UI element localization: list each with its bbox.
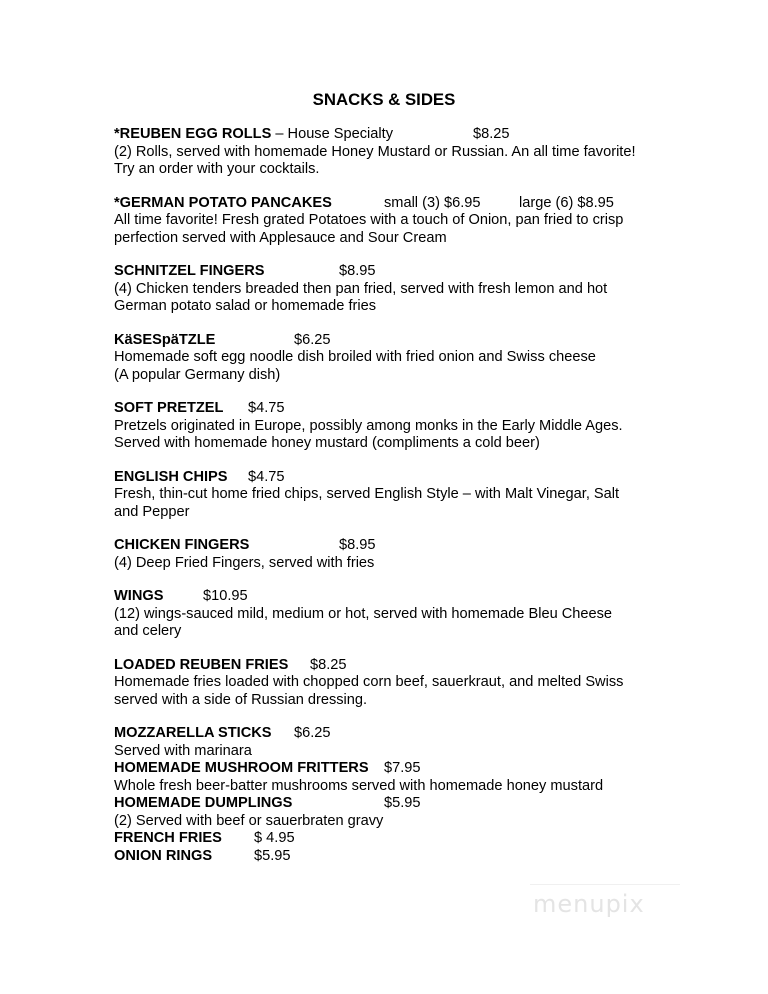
menu-item-schnitzel-fingers bbox=[114, 263, 714, 316]
item-name: *REUBEN EGG ROLLS bbox=[114, 126, 272, 142]
item-description: Served with homemade honey mustard (compliments a cold beer) bbox=[114, 435, 540, 451]
menu-item-chicken-fingers bbox=[114, 537, 714, 572]
item-note: – House Specialty bbox=[271, 126, 393, 142]
item-header bbox=[114, 848, 714, 866]
item-price: $6.25 bbox=[294, 331, 331, 348]
item-price: $8.25 bbox=[473, 126, 510, 142]
item-name: SOFT PRETZEL bbox=[114, 400, 224, 416]
item-description: and celery bbox=[114, 623, 182, 639]
item-name: LOADED REUBEN FRIES bbox=[114, 656, 289, 673]
menu-item-reuben-egg-rolls bbox=[114, 126, 714, 179]
item-price: $7.95 bbox=[384, 760, 421, 776]
menu-item-homemade-dumplings bbox=[114, 795, 714, 830]
item-price: $6.25 bbox=[294, 725, 331, 741]
item-description: (4) Chicken tenders breaded then pan fried, served with fresh lemon and hot bbox=[114, 280, 608, 297]
item-price: $4.75 bbox=[248, 468, 285, 485]
menu-item-wings bbox=[114, 588, 714, 641]
item-name: ONION RINGS bbox=[114, 847, 213, 864]
item-header bbox=[114, 537, 714, 555]
item-header bbox=[114, 126, 714, 144]
item-description: Served with marinara bbox=[114, 742, 252, 759]
item-name: KäSESpäTZLE bbox=[114, 331, 216, 348]
page-title: SNACKS & SIDES bbox=[312, 90, 456, 109]
watermark-logo: menupix bbox=[533, 890, 645, 918]
item-price: $5.95 bbox=[384, 795, 421, 811]
item-price: $4.75 bbox=[248, 400, 285, 416]
item-price: $5.95 bbox=[254, 847, 291, 864]
item-description: (2) Rolls, served with homemade Honey Mustard or Russian. An all time favorite! bbox=[114, 143, 636, 160]
menu-item-kasespatzle bbox=[114, 332, 714, 385]
item-header bbox=[114, 588, 714, 606]
item-price: $8.95 bbox=[339, 263, 376, 279]
item-header bbox=[114, 469, 714, 487]
item-price: $10.95 bbox=[203, 588, 248, 604]
menu-item-mushroom-fritters bbox=[114, 760, 714, 795]
item-description: and Pepper bbox=[114, 503, 190, 520]
menu-item-mozzarella-sticks bbox=[114, 725, 714, 760]
item-name: MOZZARELLA STICKS bbox=[114, 725, 272, 741]
item-description: German potato salad or homemade fries bbox=[114, 298, 377, 314]
item-header bbox=[114, 725, 714, 743]
item-description: All time favorite! Fresh grated Potatoes with a touch of Onion, pan fried to crisp bbox=[114, 212, 624, 228]
item-header bbox=[114, 195, 714, 213]
item-name: FRENCH FRIES bbox=[114, 830, 222, 846]
item-header bbox=[114, 657, 714, 675]
menu-item-french-fries bbox=[114, 830, 714, 848]
item-header bbox=[114, 400, 714, 418]
item-header bbox=[114, 760, 714, 778]
item-description: Whole fresh beer-batter mushrooms served with homemade honey mustard bbox=[114, 777, 604, 794]
item-description: Homemade soft egg noodle dish broiled with fried onion and Swiss cheese bbox=[114, 349, 596, 365]
item-description: served with a side of Russian dressing. bbox=[114, 691, 368, 708]
item-price-large: large (6) $8.95 bbox=[519, 194, 614, 211]
menu-item-onion-rings bbox=[114, 848, 714, 866]
item-name: CHICKEN FINGERS bbox=[114, 537, 250, 553]
item-header bbox=[114, 830, 714, 848]
item-price: $8.25 bbox=[310, 656, 347, 673]
item-description: (4) Deep Fried Fingers, served with fries bbox=[114, 554, 375, 571]
item-description: (2) Served with beef or sauerbraten gravy bbox=[114, 812, 384, 829]
item-description: perfection served with Applesauce and Sour Cream bbox=[114, 229, 447, 246]
menu-item-german-potato-pancakes bbox=[114, 195, 714, 248]
item-description: Pretzels originated in Europe, possibly among monks in the Early Middle Ages. bbox=[114, 417, 623, 434]
menu-item-loaded-reuben-fries bbox=[114, 657, 714, 710]
item-header bbox=[114, 263, 714, 281]
item-price-small: small (3) $6.95 bbox=[384, 194, 481, 211]
menu-item-english-chips bbox=[114, 469, 714, 522]
item-description: Try an order with your cocktails. bbox=[114, 161, 320, 177]
item-name: *GERMAN POTATO PANCAKES bbox=[114, 194, 332, 211]
menu-item-soft-pretzel bbox=[114, 400, 714, 453]
item-name: WINGS bbox=[114, 588, 164, 604]
item-price: $ 4.95 bbox=[254, 830, 295, 846]
menu-list bbox=[114, 126, 714, 865]
item-description: Homemade fries loaded with chopped corn beef, sauerkraut, and melted Swiss bbox=[114, 674, 624, 690]
watermark-divider bbox=[530, 884, 680, 885]
item-name: SCHNITZEL FINGERS bbox=[114, 263, 265, 279]
item-name: HOMEMADE MUSHROOM FRITTERS bbox=[114, 760, 369, 776]
item-description: Fresh, thin-cut home fried chips, served English Style – with Malt Vinegar, Salt bbox=[114, 486, 620, 502]
item-name: HOMEMADE DUMPLINGS bbox=[114, 795, 293, 811]
item-header bbox=[114, 332, 714, 350]
item-header bbox=[114, 795, 714, 813]
item-name: ENGLISH CHIPS bbox=[114, 468, 228, 485]
item-description: (A popular Germany dish) bbox=[114, 366, 281, 383]
item-description: (12) wings-sauced mild, medium or hot, served with homemade Bleu Cheese bbox=[114, 605, 613, 622]
item-price: $8.95 bbox=[339, 537, 376, 553]
